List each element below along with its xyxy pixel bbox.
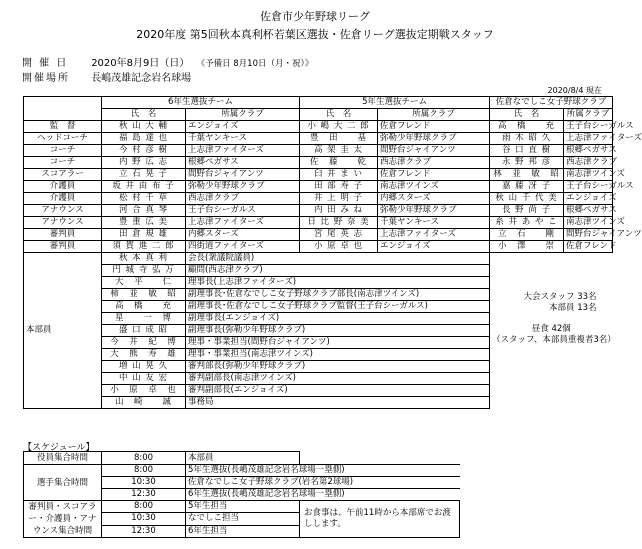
- club-cell: 南志津ツインズ: [564, 169, 613, 181]
- schedule-time: 8:00: [102, 452, 186, 465]
- name-cell: 田 倉 規 雄: [102, 229, 186, 241]
- schedule-desc: 6年生選抜(長嶋茂雄記念岩名球場一塁側): [186, 489, 460, 501]
- name-cell: 佐 藤 乾: [300, 157, 378, 169]
- honbu-name: 星 一 博: [102, 313, 186, 325]
- honbu-name: 大 熊 寿 雄: [102, 349, 186, 361]
- name-header: 氏 名: [102, 109, 186, 121]
- name-cell: 内 田 み ね: [300, 205, 378, 217]
- club-cell: 王子台シーガルス: [186, 205, 300, 217]
- spacer: [300, 452, 460, 465]
- schedule-desc: なでしこ担当: [186, 513, 300, 525]
- honbu-desc: 理事長(上志津ファイターズ): [186, 277, 490, 289]
- corner-cell: [24, 109, 102, 121]
- total-staff: 大会スタッフ 33名: [523, 291, 597, 302]
- club-cell: 内郷スターズ: [378, 193, 490, 205]
- honbu-label: 本部員: [24, 253, 102, 409]
- honbu-desc: 理事・事業担当(間野台ジャイアンツ): [186, 337, 490, 349]
- honbu-name: 中 山 友 宏: [102, 373, 186, 385]
- name-cell: 田 部 寿 子: [300, 181, 378, 193]
- league-title: 佐倉市少年野球リーグ: [260, 10, 370, 23]
- summary-block: [490, 253, 616, 409]
- honbu-name: 小 原 卓 也: [102, 385, 186, 397]
- name-header: 氏 名: [490, 109, 564, 121]
- role-cell: ヘッドコーチ: [24, 133, 102, 145]
- role-cell: コーチ: [24, 145, 102, 157]
- club-cell: 西志津クラブ: [378, 157, 490, 169]
- honbu-name: 円 城 寺 弘 万: [102, 265, 186, 277]
- honbu-name: 増 山 晃 久: [102, 361, 186, 373]
- reserve-date: 《予備日 8月10日（月・祝）》: [196, 59, 314, 69]
- schedule-desc: 5年生担当: [186, 501, 300, 513]
- name-cell: 秋 山 千 代 美: [490, 193, 564, 205]
- lunch-note: （スタッフ、本部員重複者3名）: [492, 334, 616, 345]
- club-cell: エンジョイズ: [378, 241, 490, 253]
- name-cell: 豊 田 基: [300, 133, 378, 145]
- schedule-desc: 6年生担当: [186, 525, 300, 537]
- schedule-row: [24, 501, 460, 513]
- staff-row: [24, 229, 613, 241]
- name-cell: 福 島 達 也: [102, 133, 186, 145]
- honbu-name: 盛 口 成 昭: [102, 325, 186, 337]
- club-header: 所属クラブ: [186, 109, 300, 121]
- honbu-count: 本部員 13名: [549, 302, 597, 313]
- staff-row: [24, 241, 613, 253]
- name-cell: 高 橋 充: [490, 121, 564, 133]
- staff-row: [24, 133, 613, 145]
- staff-row: [24, 157, 613, 169]
- club-cell: 上志津ファイターズ: [378, 229, 490, 241]
- club-cell: 佐倉フレンド: [378, 121, 490, 133]
- role-cell: スコアラー: [24, 169, 102, 181]
- honbu-desc: 顧問(西志津クラブ): [186, 265, 490, 277]
- club-cell: 王子台シーガルス: [564, 181, 613, 193]
- club-cell: 佐倉フレンド: [378, 169, 490, 181]
- club-cell: 上志津ファイターズ: [186, 145, 300, 157]
- schedule-time: 12:30: [102, 525, 186, 537]
- name-cell: 小 原 卓 也: [300, 241, 378, 253]
- honbu-desc: 副理事長･佐倉なでしこ女子野球クラブ部長(南志津ツインズ): [186, 289, 490, 301]
- role-cell: 介護員: [24, 181, 102, 193]
- name-cell: 河 合 真 琴: [102, 205, 186, 217]
- meal-note: お食事は、午前11時から本部席でお渡しします。: [300, 501, 460, 538]
- club-cell: 西志津クラブ: [186, 193, 300, 205]
- name-cell: 林 並 敏 昭: [490, 169, 564, 181]
- schedule-row: [24, 465, 460, 477]
- name-cell: 内 野 広 志: [102, 157, 186, 169]
- club-cell: 南志津ツインズ: [378, 181, 490, 193]
- schedule-desc: 佐倉なでしこ女子野球クラブ(岩名第2球場): [186, 477, 460, 489]
- honbu-row: [24, 253, 613, 265]
- name-cell: 永 野 邦 彦: [490, 157, 564, 169]
- honbu-name: 今 井 紀 博: [102, 337, 186, 349]
- honbu-desc: 副理事長(弥勒少年野球クラブ): [186, 325, 490, 337]
- role-cell: コーチ: [24, 157, 102, 169]
- staff-row: [24, 217, 613, 229]
- name-cell: 立 石 晃 子: [102, 169, 186, 181]
- club-cell: 内郷スターズ: [186, 229, 300, 241]
- name-cell: 坂 井 由 布 子: [102, 181, 186, 193]
- name-cell: 松 村 千 草: [102, 193, 186, 205]
- club-cell: 間野台ジャイアンツ: [186, 169, 300, 181]
- club-cell: 根郷ペガサス: [564, 145, 613, 157]
- as-of-date: 2020/8/4 現在: [547, 86, 602, 95]
- honbu-name: 大 平 仁: [102, 277, 186, 289]
- name-cell: 長 野 尚 子: [490, 205, 564, 217]
- club-cell: 上志津ファイターズ: [564, 133, 613, 145]
- staff-row: [24, 181, 613, 193]
- name-cell: 小 澤 崇: [490, 241, 564, 253]
- schedule-time: 12:30: [102, 489, 186, 501]
- name-cell: 今 村 彦 樹: [102, 145, 186, 157]
- schedule-time: 8:00: [102, 465, 186, 477]
- club-cell: 根郷ペガサス: [564, 205, 613, 217]
- player-time-label: 選手集合時間: [24, 465, 102, 501]
- honbu-name: 秋 本 真 利: [102, 253, 186, 265]
- honbu-name: 山 崎 誠: [102, 397, 186, 409]
- honbu-desc: 会長(衆議院議員): [186, 253, 490, 265]
- club-cell: 間野台ジャイアンツ: [564, 229, 613, 241]
- staff-row: [24, 169, 613, 181]
- name-cell: 立 石 剛: [490, 229, 564, 241]
- staff-row: [24, 205, 613, 217]
- staff-table: [23, 96, 642, 409]
- club-cell: 千葉ヤンキース: [378, 217, 490, 229]
- event-title: 2020年度 第5回秋本真利杯若葉区選抜・佐倉リーグ選抜定期戦スタッフ: [136, 28, 494, 41]
- name-cell: 日 比 野 奈 美: [300, 217, 378, 229]
- name-cell: 井 上 明 子: [300, 193, 378, 205]
- venue-label: 開催場所: [22, 73, 70, 84]
- name-cell: 小 嶋 大 二 郎: [300, 121, 378, 133]
- name-cell: 谷 口 直 樹: [490, 145, 564, 157]
- club-cell: 弥勒少年野球クラブ: [378, 133, 490, 145]
- name-cell: 嘉 藤 冴 子: [490, 181, 564, 193]
- date-value: 2020年8月9日（日）: [91, 58, 190, 69]
- role-cell: 審判員: [24, 229, 102, 241]
- role-cell: 介護員: [24, 193, 102, 205]
- schedule-title: 【スケジュール】: [23, 443, 95, 453]
- column-header-row: [24, 109, 613, 121]
- honbu-desc: 審判副部長(南志津ツインズ): [186, 373, 490, 385]
- lunch-count: 昼食 42個: [531, 323, 571, 334]
- club-header: 所属クラブ: [378, 109, 490, 121]
- club-cell: 千葉ヤンキース: [186, 133, 300, 145]
- role-cell: アナウンス: [24, 205, 102, 217]
- schedule-desc: 本部員: [186, 452, 300, 465]
- team-header: 6年生選抜チーム: [102, 97, 300, 109]
- club-cell: 南志津ツインズ: [564, 217, 613, 229]
- date-line: [22, 54, 313, 69]
- honbu-desc: 審判部長(弥勒少年野球クラブ): [186, 361, 490, 373]
- club-cell: 上志津ファイターズ: [186, 217, 300, 229]
- corner-cell: [24, 97, 102, 109]
- name-header: 氏 名: [300, 109, 378, 121]
- club-cell: 間野台ジャイアンツ: [378, 145, 490, 157]
- staff-row: [24, 145, 613, 157]
- name-cell: 糸 井 あ や こ: [490, 217, 564, 229]
- name-cell: 臼 井 ま い: [300, 169, 378, 181]
- name-cell: 高 架 圭 太: [300, 145, 378, 157]
- role-cell: アナウンス: [24, 217, 102, 229]
- staff-row: [24, 193, 613, 205]
- club-cell: エンジョイズ: [564, 193, 613, 205]
- name-cell: 須 賀 進 二 郎: [102, 241, 186, 253]
- honbu-desc: 副理事長(エンジョイズ): [186, 313, 490, 325]
- name-cell: 豊 重 広 美: [102, 217, 186, 229]
- club-cell: 弥勒少年野球クラブ: [378, 205, 490, 217]
- honbu-desc: 審判副部長(エンジョイズ): [186, 385, 490, 397]
- honbu-desc: 理事・事業担当(南志津ツインズ): [186, 349, 490, 361]
- schedule-desc: 5年生選抜(長嶋茂雄記念岩名球場一塁側): [186, 465, 460, 477]
- schedule-row: [24, 452, 460, 465]
- role-cell: 監 督: [24, 121, 102, 133]
- name-cell: 雨 木 昭 久: [490, 133, 564, 145]
- club-cell: 王子台シーガルス: [564, 121, 613, 133]
- honbu-name: 柿 並 敏 昭: [102, 289, 186, 301]
- club-cell: 西志津クラブ: [564, 157, 613, 169]
- honbu-desc: 副理事長･佐倉なでしこ女子野球クラブ監督(王子台シーガルス): [186, 301, 490, 313]
- club-cell: 佐倉フレンド: [564, 241, 613, 253]
- club-cell: 根郷ペガサス: [186, 157, 300, 169]
- club-cell: エンジョイズ: [186, 121, 300, 133]
- club-cell: 弥勒少年野球クラブ: [186, 181, 300, 193]
- honbu-desc: 事務局: [186, 397, 490, 409]
- team-header: 佐倉なでしこ女子野球クラブ: [490, 97, 613, 109]
- name-cell: 秋 山 大 輔: [102, 121, 186, 133]
- name-cell: 宮 尾 英 志: [300, 229, 378, 241]
- venue-line: [22, 69, 191, 84]
- schedule-time: 8:00: [102, 501, 186, 513]
- team-header: 5年生選抜チーム: [300, 97, 490, 109]
- team-header-row: [24, 97, 613, 109]
- club-header: 所属クラブ: [564, 109, 613, 121]
- schedule-time: 10:30: [102, 477, 186, 489]
- officer-time-label: 役員集合時間: [24, 452, 102, 465]
- staff-row: [24, 121, 613, 133]
- schedule-table: [23, 451, 460, 538]
- honbu-name: 高 橋 充: [102, 301, 186, 313]
- venue-value: 長嶋茂雄記念岩名球場: [91, 73, 192, 84]
- club-cell: 四街道ファイターズ: [186, 241, 300, 253]
- role-cell: 審判員: [24, 241, 102, 253]
- schedule-time: 10:30: [102, 513, 186, 525]
- date-label: 開 催 日: [22, 58, 69, 69]
- staff-time-label: 審判員・スコアラー・介護員・アナウンス集合時間: [24, 501, 102, 538]
